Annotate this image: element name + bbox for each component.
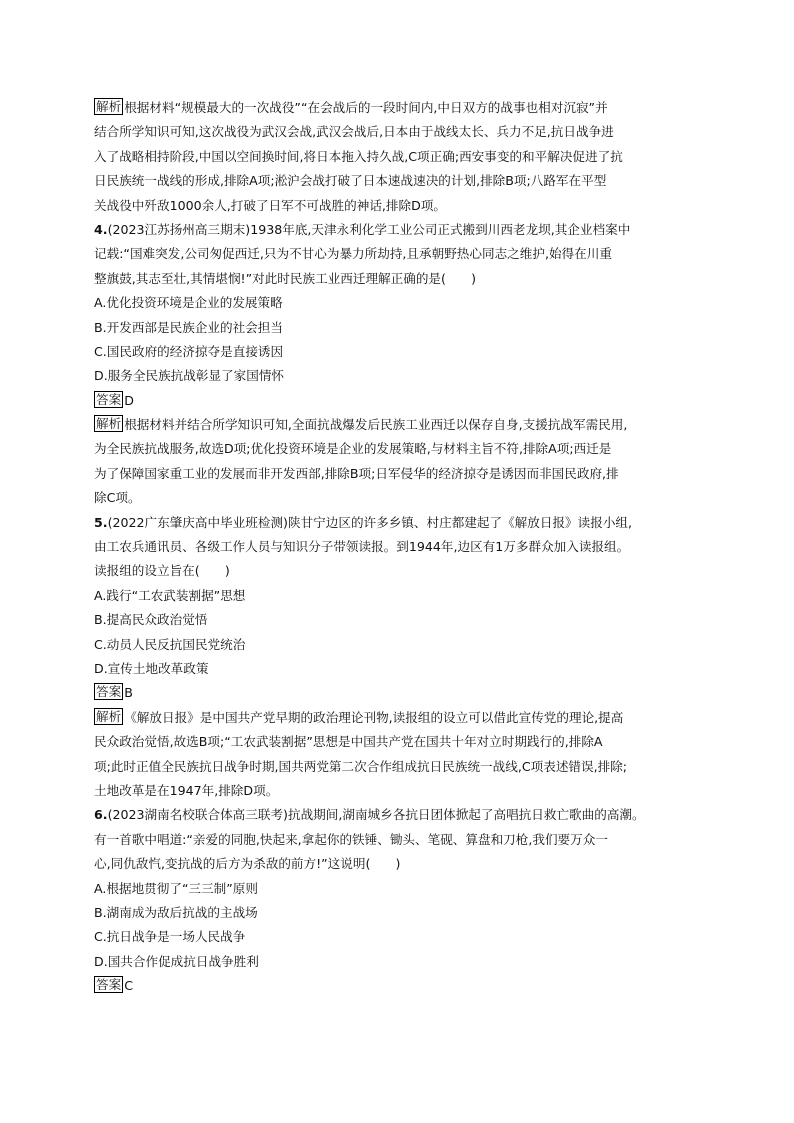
analysis-tag: 解析 <box>96 416 122 432</box>
q5-stem-line: 读报组的设立旨在( ) <box>94 563 230 579</box>
analysis-tag: 解析 <box>96 708 122 724</box>
q4-analysis-line: 为了保障国家重工业的发展而非开发西部,排除B项;日军侵华的经济掠夺是诱因而非国民政府,排 <box>94 465 619 481</box>
q5-answer: 答案 B <box>96 684 133 701</box>
q6-answer: 答案 C <box>96 977 133 994</box>
q5-analysis-line: 土地改革是在1947年,排除D项。 <box>94 782 279 798</box>
q5-number: 5. <box>94 514 108 530</box>
q4-stem-line: 整旗鼓,其志至壮,其情堪悯!”对此时民族工业西迁理解正确的是( ) <box>94 270 477 286</box>
q4-stem-line: 记载:“国难突发,公司匆促西迁,只为不甘心为暴力所劫持,且承朝野热心同志之维护,始得在川重 <box>94 246 612 262</box>
q4-option-d: D.服务全民族抗战彰显了家国情怀 <box>94 368 285 384</box>
q6-option-d: D.国共合作促成抗日战争胜利 <box>94 953 259 969</box>
q4-number: 4. <box>94 221 108 237</box>
q6-stem-line: 有一首歌中唱道:“亲爱的同胞,快起来,拿起你的铁锤、锄头、笔砚、算盘和刀枪,我们要万众一 <box>94 831 608 847</box>
q5-analysis-line: 项;此时正值全民族抗日战争时期,国共两党第二次合作组成抗日民族统一战线,C项表述错误,排除; <box>94 758 628 774</box>
q3-analysis-line: 日民族统一战线的形成,排除A项;淞沪会战打破了日本速战速决的计划,排除B项;八路军在平型 <box>94 173 607 189</box>
q6-option-b: B.湖南成为敌后抗战的主战场 <box>94 904 258 920</box>
q4-analysis-line: 为全民族抗战服务,故选D项;优化投资环境是企业的发展策略,与材料主旨不符,排除A项;西迁是 <box>94 441 612 457</box>
q4-option-a: A.优化投资环境是企业的发展策略 <box>94 295 283 311</box>
q5-option-c: C.动员人民反抗国民党统治 <box>94 636 246 652</box>
q6-number: 6. <box>94 807 108 823</box>
q6-option-a: A.根据地贯彻了“三三制”原则 <box>94 880 258 896</box>
document-page <box>94 96 708 998</box>
q4-analysis-line: 除C项。 <box>94 490 141 506</box>
answer-tag: 答案 <box>96 391 122 407</box>
q4-analysis-line: 解析 根据材料并结合所学知识可知,全面抗战爆发后民族工业西迁以保存自身,支援抗战军需民用, <box>96 416 628 433</box>
q5-analysis-line: 民众政治觉悟,故选B项;“工农武装割据”思想是中国共产党在国共十年对立时期践行的,排除A <box>94 734 603 750</box>
q5-analysis-line: 解析 《解放日报》是中国共产党早期的政治理论刊物,读报组的设立可以借此宣传党的理论,提高 <box>96 708 624 725</box>
q3-analysis-line: 入了战略相持阶段,中国以空间换时间,将日本拖入持久战,C项正确;西安事变的和平解决促进了抗 <box>94 148 623 164</box>
q4-stem-line: 4.(2023江苏扬州高三期末)1938年底,天津永利化学工业公司正式搬到川西老龙坝,其企业档案中 <box>94 221 631 237</box>
q6-stem-line: 心,同仇敌忾,变抗战的后方为杀敌的前方!”这说明( ) <box>94 856 401 872</box>
analysis-tag: 解析 <box>96 99 122 114</box>
q5-option-b: B.提高民众政治觉悟 <box>94 612 208 628</box>
q5-stem-line: 5.(2022广东肇庆高中毕业班检测)陕甘宁边区的许多乡镇、村庄都建起了《解放日报》读报小组, <box>94 514 633 530</box>
q6-option-c: C.抗日战争是一场人民战争 <box>94 929 246 945</box>
answer-tag: 答案 <box>96 977 122 993</box>
q5-option-a: A.践行“工农武装割据”思想 <box>94 587 246 603</box>
q4-option-c: C.国民政府的经济掠夺是直接诱因 <box>94 343 284 359</box>
q4-option-b: B.开发西部是民族企业的社会担当 <box>94 319 283 335</box>
q3-analysis-line: 关战役中歼敌1000余人,打破了日军不可战胜的神话,排除D项。 <box>94 197 447 213</box>
q4-answer: 答案 D <box>96 391 134 408</box>
q5-option-d: D.宣传土地改革政策 <box>94 660 209 676</box>
q5-stem-line: 由工农兵通讯员、各级工作人员与知识分子带领读报。到1944年,边区有1万多群众加入读报组。 <box>94 539 630 555</box>
q3-analysis-line: 解析 根据材料“规模最大的一次战役”“在会战后的一段时间内,中日双方的战事也相对沉寂”并 <box>96 99 608 115</box>
q3-analysis-line: 结合所学知识可知,这次战役为武汉会战,武汉会战后,日本由于战线太长、兵力不足,抗日战争进 <box>94 124 614 140</box>
q6-stem-line: 6.(2023湖南名校联合体高三联考)抗战期间,湖南城乡各抗日团体掀起了高唱抗日救亡歌曲的高潮。 <box>94 807 645 823</box>
answer-tag: 答案 <box>96 684 122 700</box>
